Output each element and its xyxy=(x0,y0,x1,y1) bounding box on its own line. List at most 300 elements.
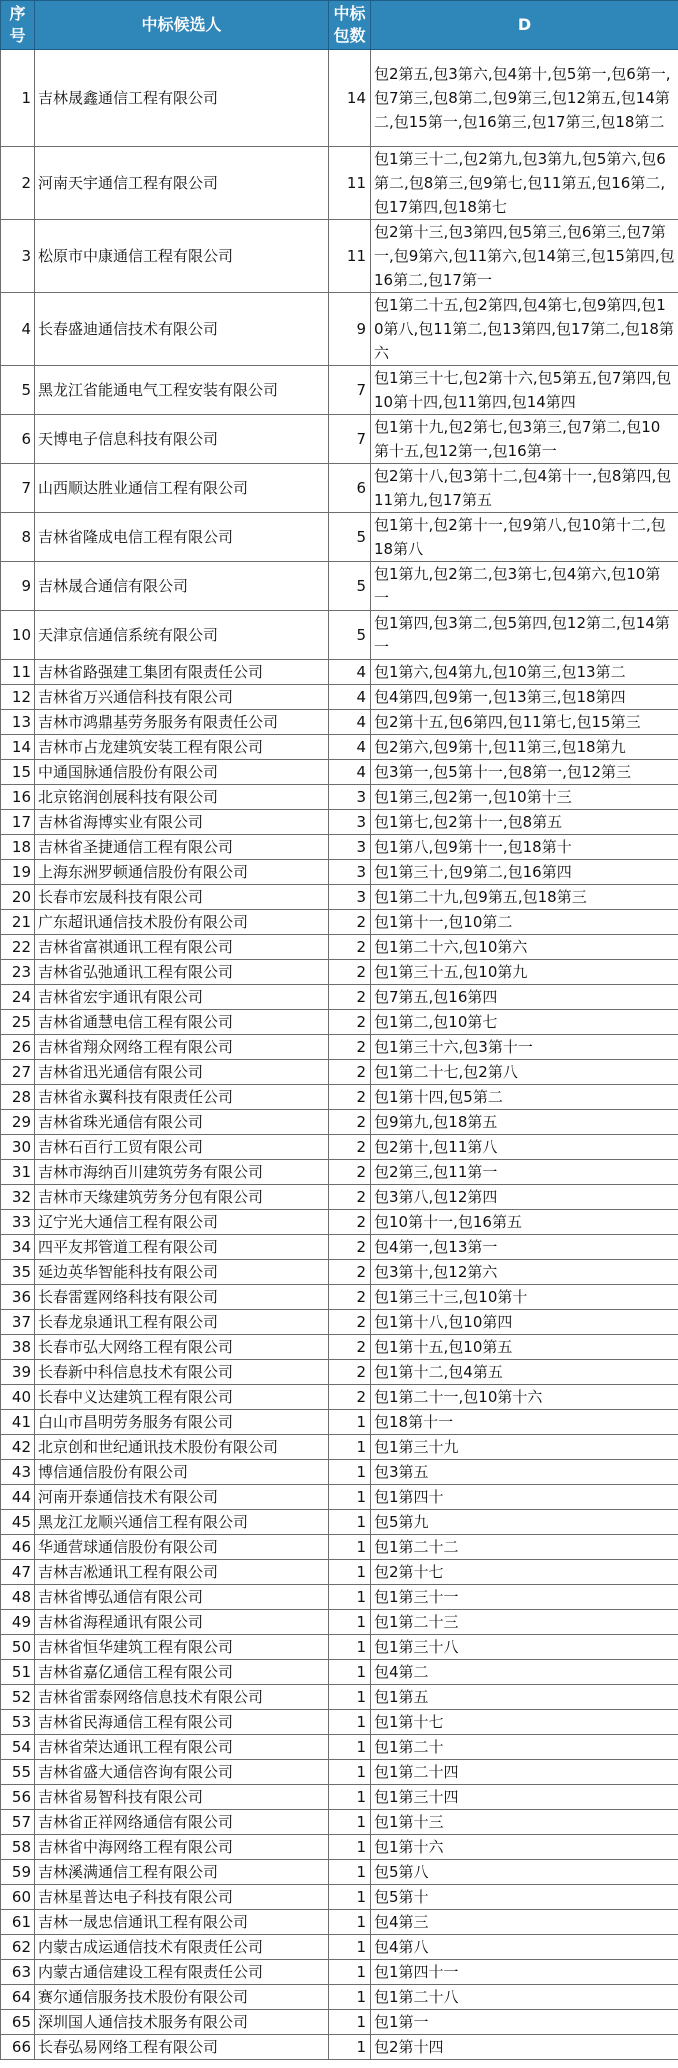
cell-serial-number: 59 xyxy=(1,1860,35,1885)
table-row xyxy=(1,1410,678,1435)
cell-package-count: 1 xyxy=(329,1710,371,1735)
cell-candidate-name: 长春弘易网络工程有限公司 xyxy=(35,2035,329,2060)
cell-package-ranks: 包1第二十八 xyxy=(371,1985,678,2010)
cell-package-count: 2 xyxy=(329,1085,371,1110)
cell-candidate-name: 广东超讯通信技术股份有限公司 xyxy=(35,910,329,935)
cell-package-count: 1 xyxy=(329,1985,371,2010)
cell-serial-number: 48 xyxy=(1,1585,35,1610)
cell-serial-number: 46 xyxy=(1,1535,35,1560)
cell-package-count: 4 xyxy=(329,685,371,710)
cell-package-ranks: 包1第二十 xyxy=(371,1735,678,1760)
cell-candidate-name: 吉林省中海网络工程有限公司 xyxy=(35,1835,329,1860)
cell-package-ranks: 包3第十,包12第六 xyxy=(371,1260,678,1285)
table-row xyxy=(1,1860,678,1885)
cell-candidate-name: 长春市宏晟科技有限公司 xyxy=(35,885,329,910)
cell-serial-number: 16 xyxy=(1,785,35,810)
cell-package-count: 7 xyxy=(329,366,371,415)
table-row xyxy=(1,835,678,860)
cell-package-ranks: 包1第十六 xyxy=(371,1835,678,1860)
cell-candidate-name: 上海东洲罗顿通信股份有限公司 xyxy=(35,860,329,885)
cell-package-count: 2 xyxy=(329,1035,371,1060)
cell-serial-number: 7 xyxy=(1,464,35,513)
cell-serial-number: 22 xyxy=(1,935,35,960)
cell-candidate-name: 吉林省嘉亿通信工程有限公司 xyxy=(35,1660,329,1685)
cell-package-count: 6 xyxy=(329,464,371,513)
table-row xyxy=(1,513,678,562)
cell-package-ranks: 包2第五,包3第六,包4第十,包5第一,包6第一,包7第三,包8第二,包9第三,包12第五,包14第二,包15第一,包16第三,包17第三,包18第二 xyxy=(371,50,678,147)
cell-candidate-name: 长春雷霆网络科技有限公司 xyxy=(35,1285,329,1310)
cell-package-ranks: 包2第十八,包3第十二,包4第十一,包8第四,包11第九,包17第五 xyxy=(371,464,678,513)
table-row xyxy=(1,293,678,366)
table-row xyxy=(1,960,678,985)
table-row xyxy=(1,1435,678,1460)
cell-package-ranks: 包2第三,包11第一 xyxy=(371,1160,678,1185)
cell-package-ranks: 包2第六,包9第十,包11第三,包18第九 xyxy=(371,735,678,760)
cell-package-count: 4 xyxy=(329,710,371,735)
cell-package-count: 14 xyxy=(329,50,371,147)
cell-package-count: 2 xyxy=(329,1385,371,1410)
table-row xyxy=(1,1935,678,1960)
table-row xyxy=(1,910,678,935)
cell-serial-number: 30 xyxy=(1,1135,35,1160)
cell-serial-number: 3 xyxy=(1,220,35,293)
table-row xyxy=(1,1560,678,1585)
cell-serial-number: 1 xyxy=(1,50,35,147)
cell-serial-number: 47 xyxy=(1,1560,35,1585)
table-row xyxy=(1,1710,678,1735)
cell-candidate-name: 吉林省弘弛通讯工程有限公司 xyxy=(35,960,329,985)
cell-package-ranks: 包1第三十八 xyxy=(371,1635,678,1660)
cell-package-count: 5 xyxy=(329,611,371,660)
cell-package-ranks: 包1第三十五,包10第九 xyxy=(371,960,678,985)
cell-package-ranks: 包4第八 xyxy=(371,1935,678,1960)
cell-package-count: 5 xyxy=(329,562,371,611)
cell-package-ranks: 包1第七,包2第十一,包8第五 xyxy=(371,810,678,835)
cell-package-count: 1 xyxy=(329,1960,371,1985)
cell-candidate-name: 内蒙古通信建设工程有限责任公司 xyxy=(35,1960,329,1985)
cell-candidate-name: 吉林省圣捷通信工程有限公司 xyxy=(35,835,329,860)
cell-candidate-name: 内蒙古成运通信技术有限责任公司 xyxy=(35,1935,329,1960)
cell-package-count: 2 xyxy=(329,1310,371,1335)
cell-serial-number: 44 xyxy=(1,1485,35,1510)
table-row xyxy=(1,562,678,611)
table-row xyxy=(1,860,678,885)
cell-package-ranks: 包1第十二,包4第五 xyxy=(371,1360,678,1385)
cell-package-ranks: 包1第二十四 xyxy=(371,1760,678,1785)
cell-candidate-name: 深圳国人通信技术服务有限公司 xyxy=(35,2010,329,2035)
cell-serial-number: 43 xyxy=(1,1460,35,1485)
cell-candidate-name: 吉林省荣达通讯工程有限公司 xyxy=(35,1735,329,1760)
cell-package-count: 1 xyxy=(329,1535,371,1560)
cell-candidate-name: 吉林省恒华建筑工程有限公司 xyxy=(35,1635,329,1660)
cell-package-ranks: 包7第五,包16第四 xyxy=(371,985,678,1010)
cell-package-ranks: 包1第十九,包2第七,包3第三,包7第二,包10第十五,包12第一,包16第一 xyxy=(371,415,678,464)
cell-candidate-name: 吉林省盛大通信咨询有限公司 xyxy=(35,1760,329,1785)
cell-package-count: 2 xyxy=(329,1160,371,1185)
cell-serial-number: 17 xyxy=(1,810,35,835)
cell-package-count: 1 xyxy=(329,1610,371,1635)
cell-package-ranks: 包1第二十二 xyxy=(371,1535,678,1560)
cell-candidate-name: 吉林晟鑫通信工程有限公司 xyxy=(35,50,329,147)
cell-candidate-name: 天津京信通信系统有限公司 xyxy=(35,611,329,660)
cell-package-count: 1 xyxy=(329,1735,371,1760)
cell-serial-number: 12 xyxy=(1,685,35,710)
cell-package-ranks: 包2第十四 xyxy=(371,2035,678,2060)
cell-package-ranks: 包5第九 xyxy=(371,1510,678,1535)
cell-candidate-name: 天博电子信息科技有限公司 xyxy=(35,415,329,464)
cell-package-count: 1 xyxy=(329,1910,371,1935)
cell-serial-number: 65 xyxy=(1,2010,35,2035)
cell-package-ranks: 包5第八 xyxy=(371,1860,678,1885)
cell-package-count: 2 xyxy=(329,910,371,935)
cell-package-count: 1 xyxy=(329,1410,371,1435)
cell-serial-number: 29 xyxy=(1,1110,35,1135)
cell-candidate-name: 中通国脉通信股份有限公司 xyxy=(35,760,329,785)
table-row xyxy=(1,1485,678,1510)
cell-candidate-name: 吉林一晟忠信通讯工程有限公司 xyxy=(35,1910,329,1935)
table-row xyxy=(1,1085,678,1110)
cell-serial-number: 13 xyxy=(1,710,35,735)
cell-serial-number: 41 xyxy=(1,1410,35,1435)
table-row xyxy=(1,2035,678,2060)
cell-package-ranks: 包1第十八,包10第四 xyxy=(371,1310,678,1335)
table-row xyxy=(1,1335,678,1360)
table-row xyxy=(1,1235,678,1260)
cell-serial-number: 45 xyxy=(1,1510,35,1535)
cell-candidate-name: 黑龙江龙顺兴通信工程有限公司 xyxy=(35,1510,329,1535)
cell-package-count: 2 xyxy=(329,1285,371,1310)
cell-candidate-name: 延边英华智能科技有限公司 xyxy=(35,1260,329,1285)
table-row xyxy=(1,810,678,835)
cell-candidate-name: 吉林省海程通讯有限公司 xyxy=(35,1610,329,1635)
cell-candidate-name: 吉林省万兴通信科技有限公司 xyxy=(35,685,329,710)
cell-package-count: 9 xyxy=(329,293,371,366)
table-row xyxy=(1,1060,678,1085)
cell-package-ranks: 包1第一 xyxy=(371,2010,678,2035)
cell-package-count: 3 xyxy=(329,785,371,810)
table-row xyxy=(1,1010,678,1035)
cell-package-count: 1 xyxy=(329,1810,371,1835)
cell-candidate-name: 长春市弘大网络工程有限公司 xyxy=(35,1335,329,1360)
cell-serial-number: 31 xyxy=(1,1160,35,1185)
cell-package-ranks: 包1第三十七,包2第十六,包5第五,包7第四,包10第十四,包11第四,包14第四 xyxy=(371,366,678,415)
cell-package-ranks: 包1第二十五,包2第四,包4第七,包9第四,包10第八,包11第二,包13第四,包17第二,包18第六 xyxy=(371,293,678,366)
cell-package-count: 2 xyxy=(329,1335,371,1360)
cell-candidate-name: 吉林省迅光通信有限公司 xyxy=(35,1060,329,1085)
table-row xyxy=(1,1760,678,1785)
cell-serial-number: 34 xyxy=(1,1235,35,1260)
table-row xyxy=(1,1910,678,1935)
cell-serial-number: 53 xyxy=(1,1710,35,1735)
cell-serial-number: 51 xyxy=(1,1660,35,1685)
table-row xyxy=(1,464,678,513)
cell-package-count: 3 xyxy=(329,810,371,835)
table-row xyxy=(1,785,678,810)
cell-candidate-name: 吉林省易智科技有限公司 xyxy=(35,1785,329,1810)
cell-package-ranks: 包1第四,包3第二,包5第四,包12第二,包14第一 xyxy=(371,611,678,660)
cell-serial-number: 54 xyxy=(1,1735,35,1760)
cell-package-ranks: 包1第十五,包10第五 xyxy=(371,1335,678,1360)
cell-candidate-name: 吉林省海博实业有限公司 xyxy=(35,810,329,835)
cell-package-count: 2 xyxy=(329,935,371,960)
cell-candidate-name: 河南天宇通信工程有限公司 xyxy=(35,147,329,220)
cell-candidate-name: 吉林省雷泰网络信息技术有限公司 xyxy=(35,1685,329,1710)
table-row xyxy=(1,1960,678,1985)
header-serial-number: 序号 xyxy=(1,1,35,50)
cell-serial-number: 9 xyxy=(1,562,35,611)
cell-package-count: 2 xyxy=(329,985,371,1010)
cell-package-count: 4 xyxy=(329,660,371,685)
cell-serial-number: 60 xyxy=(1,1885,35,1910)
table-row xyxy=(1,415,678,464)
cell-package-count: 7 xyxy=(329,415,371,464)
cell-candidate-name: 吉林省珠光通信有限公司 xyxy=(35,1110,329,1135)
cell-candidate-name: 长春中义达建筑工程有限公司 xyxy=(35,1385,329,1410)
header-candidate-name: 中标候选人 xyxy=(35,1,329,50)
table-row xyxy=(1,1260,678,1285)
cell-package-ranks: 包4第四,包9第一,包13第三,包18第四 xyxy=(371,685,678,710)
table-row xyxy=(1,1610,678,1635)
table-row xyxy=(1,1185,678,1210)
cell-serial-number: 24 xyxy=(1,985,35,1010)
cell-serial-number: 35 xyxy=(1,1260,35,1285)
cell-candidate-name: 吉林市海纳百川建筑劳务有限公司 xyxy=(35,1160,329,1185)
table-row xyxy=(1,1285,678,1310)
cell-package-ranks: 包1第十一,包10第二 xyxy=(371,910,678,935)
cell-candidate-name: 北京铭润创展科技有限公司 xyxy=(35,785,329,810)
cell-serial-number: 58 xyxy=(1,1835,35,1860)
table-row xyxy=(1,1660,678,1685)
cell-package-count: 1 xyxy=(329,1835,371,1860)
cell-serial-number: 61 xyxy=(1,1910,35,1935)
cell-package-ranks: 包10第十一,包16第五 xyxy=(371,1210,678,1235)
cell-package-ranks: 包1第十四,包5第二 xyxy=(371,1085,678,1110)
cell-package-ranks: 包2第十三,包3第四,包5第三,包6第三,包7第一,包9第六,包11第六,包14第三,包15第四,包16第二,包17第一 xyxy=(371,220,678,293)
cell-package-count: 2 xyxy=(329,1110,371,1135)
cell-package-count: 1 xyxy=(329,1760,371,1785)
cell-package-count: 2 xyxy=(329,1010,371,1035)
cell-package-ranks: 包2第十七 xyxy=(371,1560,678,1585)
cell-serial-number: 8 xyxy=(1,513,35,562)
cell-serial-number: 5 xyxy=(1,366,35,415)
cell-package-count: 5 xyxy=(329,513,371,562)
header-row xyxy=(1,1,678,50)
table-row xyxy=(1,1310,678,1335)
cell-package-count: 2 xyxy=(329,960,371,985)
cell-candidate-name: 北京创和世纪通讯技术股份有限公司 xyxy=(35,1435,329,1460)
cell-serial-number: 18 xyxy=(1,835,35,860)
cell-serial-number: 27 xyxy=(1,1060,35,1085)
table-row xyxy=(1,1785,678,1810)
cell-package-count: 1 xyxy=(329,1935,371,1960)
cell-serial-number: 21 xyxy=(1,910,35,935)
cell-serial-number: 15 xyxy=(1,760,35,785)
table-row xyxy=(1,220,678,293)
cell-package-ranks: 包1第三十,包9第二,包16第四 xyxy=(371,860,678,885)
cell-package-count: 2 xyxy=(329,1360,371,1385)
cell-package-count: 1 xyxy=(329,1460,371,1485)
cell-candidate-name: 辽宁光大通信工程有限公司 xyxy=(35,1210,329,1235)
cell-package-ranks: 包1第二,包10第七 xyxy=(371,1010,678,1035)
cell-serial-number: 4 xyxy=(1,293,35,366)
cell-package-count: 1 xyxy=(329,1785,371,1810)
cell-candidate-name: 山西顺达胜业通信工程有限公司 xyxy=(35,464,329,513)
cell-package-count: 1 xyxy=(329,1485,371,1510)
cell-candidate-name: 吉林省路强建工集团有限责任公司 xyxy=(35,660,329,685)
cell-package-ranks: 包1第六,包4第九,包10第三,包13第二 xyxy=(371,660,678,685)
cell-package-count: 1 xyxy=(329,1635,371,1660)
cell-candidate-name: 吉林吉凇通讯工程有限公司 xyxy=(35,1560,329,1585)
cell-candidate-name: 博信通信股份有限公司 xyxy=(35,1460,329,1485)
cell-candidate-name: 吉林市占龙建筑安装工程有限公司 xyxy=(35,735,329,760)
cell-serial-number: 14 xyxy=(1,735,35,760)
table-row xyxy=(1,935,678,960)
cell-serial-number: 52 xyxy=(1,1685,35,1710)
cell-package-count: 1 xyxy=(329,1560,371,1585)
cell-candidate-name: 吉林市天缘建筑劳务分包有限公司 xyxy=(35,1185,329,1210)
cell-package-count: 2 xyxy=(329,1235,371,1260)
table-row xyxy=(1,2010,678,2035)
cell-serial-number: 37 xyxy=(1,1310,35,1335)
table-row xyxy=(1,1835,678,1860)
cell-package-count: 4 xyxy=(329,760,371,785)
cell-package-ranks: 包1第八,包9第十一,包18第十 xyxy=(371,835,678,860)
cell-package-count: 1 xyxy=(329,1685,371,1710)
cell-candidate-name: 长春龙泉通讯工程有限公司 xyxy=(35,1310,329,1335)
cell-package-count: 2 xyxy=(329,1260,371,1285)
cell-package-count: 1 xyxy=(329,2035,371,2060)
cell-package-ranks: 包1第四十 xyxy=(371,1485,678,1510)
table-row xyxy=(1,1510,678,1535)
table-row xyxy=(1,1385,678,1410)
cell-serial-number: 66 xyxy=(1,2035,35,2060)
cell-serial-number: 20 xyxy=(1,885,35,910)
table-row xyxy=(1,1635,678,1660)
cell-package-ranks: 包1第十七 xyxy=(371,1710,678,1735)
cell-candidate-name: 吉林石百行工贸有限公司 xyxy=(35,1135,329,1160)
cell-serial-number: 63 xyxy=(1,1960,35,1985)
cell-candidate-name: 吉林星普达电子科技有限公司 xyxy=(35,1885,329,1910)
cell-package-count: 1 xyxy=(329,1860,371,1885)
cell-candidate-name: 四平友邦管道工程有限公司 xyxy=(35,1235,329,1260)
cell-package-count: 2 xyxy=(329,1185,371,1210)
table-row xyxy=(1,1535,678,1560)
cell-serial-number: 6 xyxy=(1,415,35,464)
cell-package-ranks: 包1第三十九 xyxy=(371,1435,678,1460)
cell-candidate-name: 吉林市鸿鼎基劳务服务有限责任公司 xyxy=(35,710,329,735)
cell-candidate-name: 吉林晟合通信有限公司 xyxy=(35,562,329,611)
table-row xyxy=(1,985,678,1010)
table-row xyxy=(1,1135,678,1160)
cell-serial-number: 40 xyxy=(1,1385,35,1410)
cell-package-ranks: 包1第二十六,包10第六 xyxy=(371,935,678,960)
cell-serial-number: 36 xyxy=(1,1285,35,1310)
cell-package-count: 11 xyxy=(329,147,371,220)
cell-serial-number: 38 xyxy=(1,1335,35,1360)
table-row xyxy=(1,1160,678,1185)
cell-candidate-name: 吉林省通慧电信工程有限公司 xyxy=(35,1010,329,1035)
cell-serial-number: 39 xyxy=(1,1360,35,1385)
cell-candidate-name: 吉林溪满通信工程有限公司 xyxy=(35,1860,329,1885)
table-row xyxy=(1,1585,678,1610)
cell-package-ranks: 包1第二十七,包2第八 xyxy=(371,1060,678,1085)
cell-candidate-name: 长春盛迪通信技术有限公司 xyxy=(35,293,329,366)
cell-candidate-name: 黑龙江省能通电气工程安装有限公司 xyxy=(35,366,329,415)
table-row xyxy=(1,147,678,220)
cell-serial-number: 2 xyxy=(1,147,35,220)
cell-serial-number: 56 xyxy=(1,1785,35,1810)
cell-serial-number: 42 xyxy=(1,1435,35,1460)
cell-candidate-name: 吉林省民海通信工程有限公司 xyxy=(35,1710,329,1735)
table-row xyxy=(1,1210,678,1235)
cell-candidate-name: 赛尔通信服务技术股份有限公司 xyxy=(35,1985,329,2010)
cell-package-count: 4 xyxy=(329,735,371,760)
cell-package-ranks: 包3第一,包5第十一,包8第一,包12第三 xyxy=(371,760,678,785)
cell-serial-number: 28 xyxy=(1,1085,35,1110)
cell-package-count: 1 xyxy=(329,1435,371,1460)
header-d: D xyxy=(371,1,678,50)
table-row xyxy=(1,50,678,147)
cell-package-ranks: 包1第三十六,包3第十一 xyxy=(371,1035,678,1060)
cell-package-count: 1 xyxy=(329,1585,371,1610)
cell-package-ranks: 包2第十,包11第八 xyxy=(371,1135,678,1160)
cell-package-ranks: 包9第九,包18第五 xyxy=(371,1110,678,1135)
cell-serial-number: 33 xyxy=(1,1210,35,1235)
table-row xyxy=(1,1110,678,1135)
cell-package-count: 2 xyxy=(329,1210,371,1235)
cell-package-ranks: 包1第三,包2第一,包10第十三 xyxy=(371,785,678,810)
table-row xyxy=(1,660,678,685)
cell-serial-number: 10 xyxy=(1,611,35,660)
table-row xyxy=(1,366,678,415)
cell-package-ranks: 包1第二十一,包10第十六 xyxy=(371,1385,678,1410)
cell-serial-number: 49 xyxy=(1,1610,35,1635)
cell-serial-number: 55 xyxy=(1,1760,35,1785)
cell-serial-number: 23 xyxy=(1,960,35,985)
cell-candidate-name: 松原市中康通信工程有限公司 xyxy=(35,220,329,293)
table-row xyxy=(1,1735,678,1760)
table-row xyxy=(1,760,678,785)
table-row xyxy=(1,1810,678,1835)
cell-package-ranks: 包18第十一 xyxy=(371,1410,678,1435)
cell-serial-number: 11 xyxy=(1,660,35,685)
cell-package-count: 2 xyxy=(329,1135,371,1160)
table-row xyxy=(1,1985,678,2010)
cell-package-ranks: 包1第十三 xyxy=(371,1810,678,1835)
cell-serial-number: 62 xyxy=(1,1935,35,1960)
table-body xyxy=(1,50,678,2060)
cell-package-count: 1 xyxy=(329,1510,371,1535)
cell-package-count: 1 xyxy=(329,1660,371,1685)
cell-candidate-name: 吉林省隆成电信工程有限公司 xyxy=(35,513,329,562)
table-row xyxy=(1,1360,678,1385)
cell-package-ranks: 包4第二 xyxy=(371,1660,678,1685)
table-row xyxy=(1,1035,678,1060)
table-row xyxy=(1,685,678,710)
cell-package-ranks: 包3第八,包12第四 xyxy=(371,1185,678,1210)
cell-package-ranks: 包1第三十三,包10第十 xyxy=(371,1285,678,1310)
cell-candidate-name: 吉林省永翼科技有限责任公司 xyxy=(35,1085,329,1110)
cell-serial-number: 19 xyxy=(1,860,35,885)
table-row xyxy=(1,1885,678,1910)
cell-serial-number: 32 xyxy=(1,1185,35,1210)
cell-candidate-name: 吉林省正祥网络通信有限公司 xyxy=(35,1810,329,1835)
cell-package-count: 3 xyxy=(329,885,371,910)
table-row xyxy=(1,735,678,760)
table-row xyxy=(1,710,678,735)
cell-package-ranks: 包1第九,包2第二,包3第七,包4第六,包10第一 xyxy=(371,562,678,611)
cell-candidate-name: 河南开泰通信技术有限公司 xyxy=(35,1485,329,1510)
